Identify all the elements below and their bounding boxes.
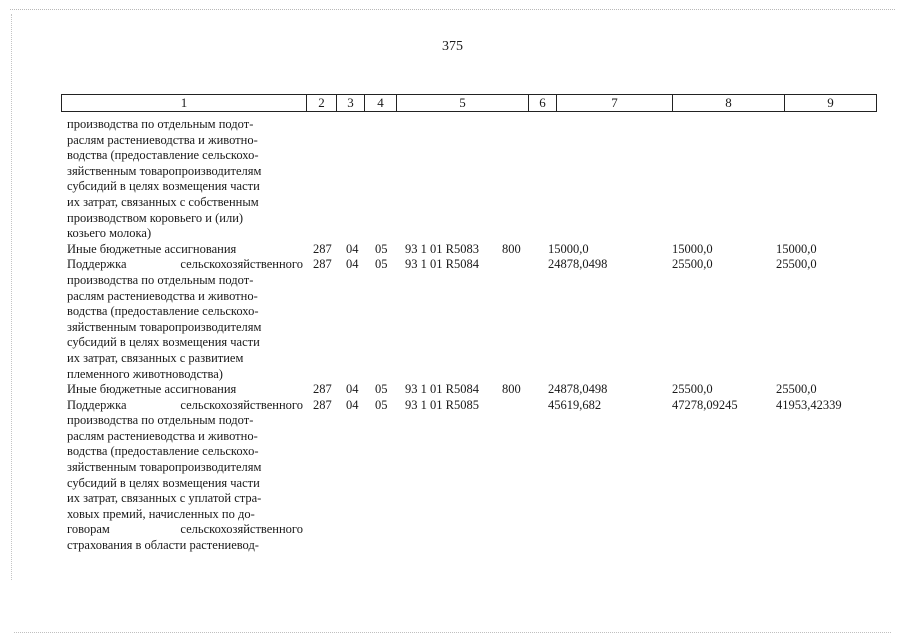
header-col-3: 3: [337, 95, 365, 111]
cell-col-3: 04: [346, 382, 359, 397]
cell-col-2: 287: [313, 257, 332, 272]
cell-col-5: 93 1 01 R5083: [405, 241, 479, 256]
table-row: [0, 289, 905, 305]
header-col-2: 2: [307, 95, 337, 111]
header-col-1: 1: [62, 95, 307, 111]
table-row: [0, 429, 905, 445]
cell-col-4: 05: [375, 257, 388, 272]
table-row: [0, 382, 905, 398]
row-description: их затрат, связанных с собственным: [67, 194, 259, 209]
row-description: их затрат, связанных с развитием: [67, 350, 244, 365]
cell-col-9: 41953,42339: [776, 397, 842, 412]
description-word: Поддержка: [67, 397, 127, 412]
row-description: субсидий в целях возмещения части: [67, 179, 260, 194]
cell-col-4: 05: [375, 241, 388, 256]
row-description: раслям растениеводства и животно-: [67, 428, 258, 443]
table-row: [0, 444, 905, 460]
cell-col-3: 04: [346, 257, 359, 272]
table-row: [0, 351, 905, 367]
row-description: [67, 257, 303, 273]
table-row: [0, 257, 905, 273]
row-description: ховых премий, начисленных по до-: [67, 506, 255, 521]
cell-col-5: 93 1 01 R5085: [405, 397, 479, 412]
table-row: [0, 273, 905, 289]
table-row: [0, 335, 905, 351]
description-word: сельскохозяйственного: [180, 397, 303, 412]
cell-col-7: 24878,0498: [548, 257, 608, 272]
header-col-8: 8: [673, 95, 785, 111]
table-row: [0, 413, 905, 429]
row-description: Иные бюджетные ассигнования: [67, 382, 237, 397]
cell-col-8: 47278,09245: [672, 397, 738, 412]
table-row: [0, 476, 905, 492]
table-row: [0, 538, 905, 554]
row-description: раслям растениеводства и животно-: [67, 288, 258, 303]
description-word: сельскохозяйственного: [180, 522, 303, 537]
row-description: [67, 398, 303, 414]
table-row: [0, 304, 905, 320]
table-body: [0, 117, 905, 554]
cell-col-9: 25500,0: [776, 382, 817, 397]
row-description: зяйственным товаропроизводителям: [67, 460, 262, 475]
row-description: козьего молока): [67, 226, 152, 241]
description-word: Поддержка: [67, 257, 127, 272]
cell-col-2: 287: [313, 241, 332, 256]
cell-col-3: 04: [346, 397, 359, 412]
table-row: [0, 211, 905, 227]
table-row: [0, 195, 905, 211]
row-description: субсидий в целях возмещения части: [67, 335, 260, 350]
description-word: говорам: [67, 522, 110, 537]
header-col-7: 7: [557, 95, 673, 111]
row-description: водства (предоставление сельскохо-: [67, 304, 259, 319]
cell-col-6: 800: [502, 382, 521, 397]
row-description: производством коровьего и (или): [67, 210, 244, 225]
cell-col-4: 05: [375, 397, 388, 412]
row-description: племенного животноводства): [67, 366, 223, 381]
cell-col-9: 15000,0: [776, 241, 817, 256]
row-description: [67, 522, 303, 538]
cell-col-5: 93 1 01 R5084: [405, 257, 479, 272]
table-row: [0, 117, 905, 133]
table-row: [0, 522, 905, 538]
row-description: Иные бюджетные ассигнования: [67, 241, 237, 256]
scan-edge-bottom: [14, 632, 891, 633]
page-number: 375: [442, 39, 463, 54]
row-description: страхования в области растениевод-: [67, 538, 259, 553]
row-description: водства (предоставление сельскохо-: [67, 444, 259, 459]
header-col-4: 4: [365, 95, 397, 111]
table-row: [0, 179, 905, 195]
cell-col-8: 15000,0: [672, 241, 713, 256]
row-description: производства по отдельным подот-: [67, 272, 254, 287]
table-row: [0, 320, 905, 336]
cell-col-2: 287: [313, 382, 332, 397]
table-row: [0, 133, 905, 149]
table-header: [61, 94, 877, 112]
row-description: производства по отдельным подот-: [67, 117, 254, 131]
table-row: [0, 148, 905, 164]
cell-col-2: 287: [313, 397, 332, 412]
cell-col-7: 24878,0498: [548, 382, 608, 397]
row-description: зяйственным товаропроизводителям: [67, 163, 262, 178]
scan-edge-top: [10, 9, 895, 10]
cell-col-6: 800: [502, 241, 521, 256]
cell-col-8: 25500,0: [672, 257, 713, 272]
cell-col-9: 25500,0: [776, 257, 817, 272]
description-word: сельскохозяйственного: [180, 257, 303, 272]
row-description: водства (предоставление сельскохо-: [67, 148, 259, 163]
row-description: производства по отдельным подот-: [67, 413, 254, 428]
cell-col-8: 25500,0: [672, 382, 713, 397]
table-row: [0, 226, 905, 242]
cell-col-7: 15000,0: [548, 241, 589, 256]
row-description: субсидий в целях возмещения части: [67, 475, 260, 490]
cell-col-3: 04: [346, 241, 359, 256]
header-col-6: 6: [529, 95, 557, 111]
cell-col-5: 93 1 01 R5084: [405, 382, 479, 397]
table-row: [0, 460, 905, 476]
row-description: зяйственным товаропроизводителям: [67, 319, 262, 334]
table-row: [0, 491, 905, 507]
row-description: их затрат, связанных с уплатой стра-: [67, 491, 262, 506]
cell-col-7: 45619,682: [548, 397, 602, 412]
header-col-9: 9: [827, 95, 834, 110]
table-row: [0, 507, 905, 523]
row-description: раслям растениеводства и животно-: [67, 132, 258, 147]
table-row: [0, 242, 905, 258]
cell-col-4: 05: [375, 382, 388, 397]
header-col-5: 5: [397, 95, 529, 111]
table-row: [0, 164, 905, 180]
table-row: [0, 367, 905, 383]
table-row: [0, 398, 905, 414]
